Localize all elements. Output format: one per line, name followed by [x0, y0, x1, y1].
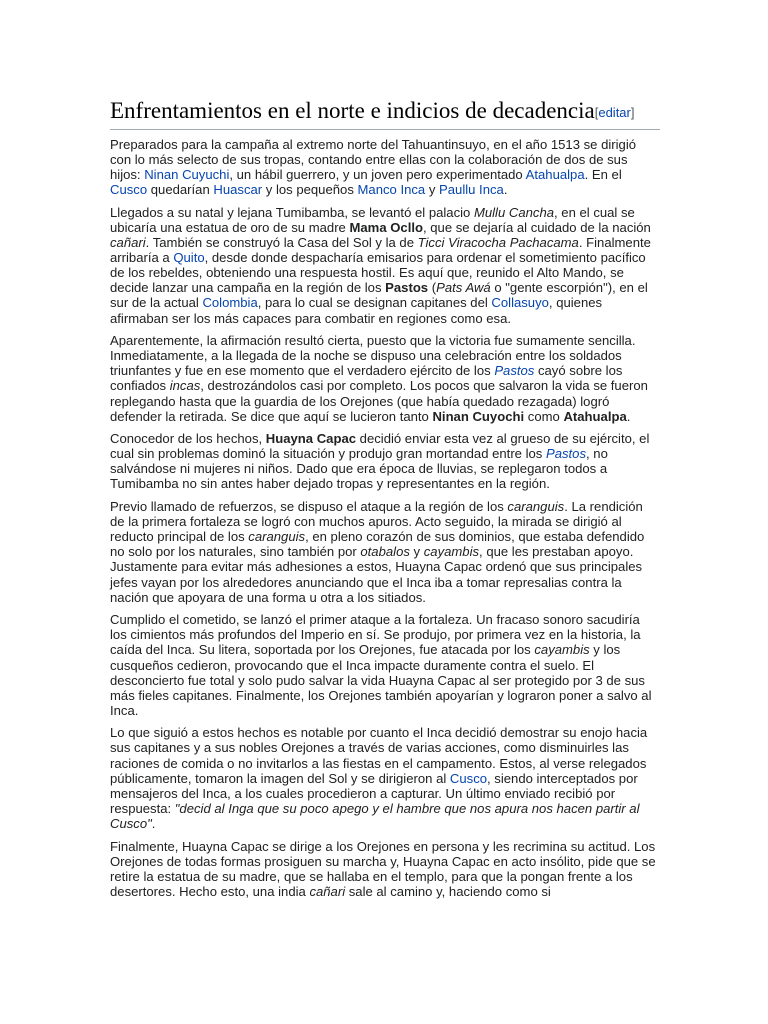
italic-text: caranguis	[507, 499, 565, 515]
text: cayó sobre los confiados	[110, 363, 623, 394]
text: .	[503, 182, 508, 198]
text: y los pequeños	[262, 182, 358, 198]
text: , no salvándose ni mujeres ni niños. Dado que era época de lluvias, se replegaron todos a Tumibamba no sin antes haber dejado tropas y representantes en la región.	[110, 446, 608, 492]
text: , siendo interceptados por mensajeros del Inca, a los cuales procedieron a capturar. Un último enviado recibió por respuesta:	[110, 770, 638, 816]
bold-text: Atahualpa	[563, 408, 627, 424]
italic-text: incas	[169, 378, 201, 394]
text: decidió enviar esta vez al grueso de su ejército, el cual sin problemas dominó la situación y produjo gran mortandad entre los	[110, 431, 650, 462]
link-colombia[interactable]: Colombia	[202, 295, 258, 311]
italic-text: Ticci Viracocha Pachacama	[417, 235, 579, 251]
text: o "gente escorpión"), en el sur de la actual	[110, 280, 648, 311]
text: , quienes afirmaban ser los más capaces para combatir en regiones como esa.	[110, 295, 603, 326]
text: , desde donde despacharía emisarios para ordenar el sometimiento pacífico de los rebeldes, obteniendo una respuesta hostil. Es aquí que, reunido el Alto Mando, se decide lanzar una campaña en la región de los	[110, 250, 646, 296]
paragraph-2	[110, 205, 660, 326]
text: Cumplido el cometido, se lanzó el primer ataque a la fortaleza. Un fracaso sonoro sacudiría los cimientos más profundos del Imperio en sí. Se produjo, por primera vez en la historia, la caída del Inca. Su litera, soportada por los Orejones, fue atacada por los	[110, 612, 641, 658]
bold-text: Huayna Capac	[265, 431, 357, 447]
text: y los cusqueños cedieron, provocando que el Inca impacte duramente contra el suelo. El desconcierto fue total y solo pudo salvar la vida Huayna Capac al ser protegido por 3 de sus más fieles capitanes. Finalmente, los Orejones también apoyarían y lograron poner a salvo al Inca.	[110, 642, 652, 718]
text: , para lo cual se designan capitanes del	[257, 295, 492, 311]
link-atahualpa[interactable]: Atahualpa	[525, 167, 585, 183]
text: Preparados para la campaña al extremo norte del Tahuantinsuyo, en el año 1513 se dirigió con lo más selecto de sus tropas, contando entre ellas con la colaboración de dos de sus hijos:	[110, 137, 637, 183]
paragraph-3	[110, 333, 660, 424]
italic-text: otabalos	[360, 544, 410, 560]
text: .	[626, 408, 631, 424]
section-title: Enfrentamientos en el norte e indicios de decadencia	[110, 98, 595, 123]
text: Finalmente, Huayna Capac se dirige a los Orejones en persona y les recrimina su actitud. Los Orejones de todas formas prosiguen su marcha y, Huayna Capac en acto insólito, pide que se retire la estatua de su madre, que se hallaba en el templo, para que la pongan frente a los desertores. Hecho esto, una india	[110, 838, 656, 899]
text: . También se construyó la Casa del Sol y la de	[145, 235, 418, 251]
paragraph-6	[110, 612, 660, 718]
italic-text: cañari	[309, 883, 346, 899]
bold-text: Ninan Cuyochi	[432, 408, 525, 424]
paragraph-7	[110, 725, 660, 831]
text: Conocedor de los hechos,	[110, 431, 266, 447]
section-heading	[110, 98, 660, 130]
text: y	[409, 544, 424, 560]
paragraph-4	[110, 431, 660, 491]
text: . La rendición de la primera fortaleza se logró con muchos apuros. Acto seguido, la mirada se dirigió al reducto principal de los	[110, 499, 643, 545]
link-huascar[interactable]: Huascar	[213, 182, 263, 198]
text: quedarían	[147, 182, 214, 198]
link-paullu-inca[interactable]: Paullu Inca	[439, 182, 504, 198]
paragraph-1	[110, 137, 660, 197]
paragraph-8	[110, 839, 660, 899]
text: , un hábil guerrero, y un joven pero experimentado	[229, 167, 526, 183]
text: , que se dejaría al cuidado de la nación	[422, 219, 651, 235]
italic-text: Mullu Cancha	[473, 204, 555, 220]
edit-bracket-open: [	[594, 105, 599, 120]
bold-text: Mama Ocllo	[349, 219, 423, 235]
italic-text: Pats Awá	[436, 280, 491, 296]
link-quito[interactable]: Quito	[173, 250, 205, 266]
link-ninan-cuyuchi[interactable]: Ninan Cuyuchi	[144, 167, 230, 183]
text: y	[425, 182, 440, 198]
italic-quote: "decid al Inga que su poco apego y el hambre que nos apura nos hacen partir al Cusco"	[110, 800, 640, 831]
link-collasuyo[interactable]: Collasuyo	[491, 295, 549, 311]
text: . Finalmente arribaría a	[110, 235, 651, 266]
text: , en el cual se ubicaría una estatua de oro de su madre	[110, 204, 635, 235]
edit-bracket-close: ]	[630, 105, 635, 120]
italic-text: cayambis	[423, 544, 480, 560]
text: sale al camino y, haciendo como si	[345, 883, 551, 899]
paragraph-5	[110, 499, 660, 605]
italic-text: caranguis	[248, 529, 306, 545]
link-cusco[interactable]: Cusco	[110, 182, 148, 198]
text: , en pleno corazón de sus dominios, que estaba defendido no solo por los naturales, sino también por	[110, 529, 645, 560]
text: .	[151, 815, 156, 831]
bold-text: Pastos	[385, 280, 429, 296]
text: . En el	[584, 167, 622, 183]
text: Aparentemente, la afirmación resultó cierta, puesto que la victoria fue sumamente sencilla. Inmediatamente, a la llegada de la noche se dispuso una celebración entre los soldados triunfantes y fue en ese momento que el verdadero ejército de los	[110, 333, 636, 379]
link-pastos[interactable]: Pastos	[545, 446, 587, 462]
text: Llegados a su natal y lejana Tumibamba, se levantó el palacio	[110, 204, 474, 220]
text: como	[524, 408, 564, 424]
link-pastos[interactable]: Pastos	[494, 363, 535, 379]
italic-text: cayambis	[534, 642, 590, 658]
text: (	[428, 280, 437, 296]
italic-text: cañari	[110, 235, 146, 251]
text: , destrozándolos casi por completo. Los pocos que salvaron la vida se fueron replegando hasta que la guardia de los Orejones (que había quedado rezagada) logró defender la retirada. Se dice que aquí se lucieron tanto	[110, 378, 648, 424]
text: Lo que siguió a estos hechos es notable por cuanto el Inca decidió demostrar su enojo hacia sus capitanes y a sus nobles Orejones a través de varias acciones, como disminuirles las raciones de comida o no invitarlos a las fiestas en el campamento. Estos, al verse relegados públicamente, tomaron la imagen del Sol y se dirigieron al	[110, 725, 648, 786]
edit-section-link[interactable]: editar	[598, 105, 631, 120]
text: , que les prestaban apoyo. Justamente para evitar más adhesiones a estos, Huayna Capac ordenó que sus principales jefes vayan por los alrededores anunciando que el Inca iba a tomar represalias contra la nación que apoyara de una forma u otra a los sitiados.	[110, 544, 643, 605]
link-cusco[interactable]: Cusco	[449, 770, 488, 786]
text: Previo llamado de refuerzos, se dispuso el ataque a la región de los	[110, 499, 508, 515]
link-manco-inca[interactable]: Manco Inca	[357, 182, 426, 198]
article-section	[110, 98, 660, 906]
edit-section-link-wrapper	[595, 105, 635, 120]
